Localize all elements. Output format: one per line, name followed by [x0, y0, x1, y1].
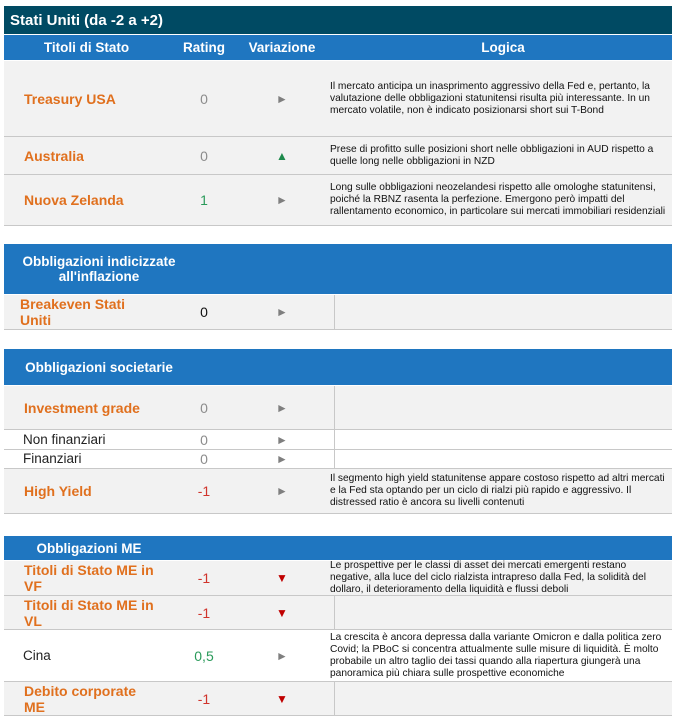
row-name: Titoli di Stato ME in VF	[24, 562, 154, 594]
row-logic: Il segmento high yield statunitense appare costoso rispetto ad altri mercati e la Fed sta optando per un ciclo di rialzi più rapido e aggressivo. Il distressed ratio è ancora su livelli contenuti	[330, 473, 665, 508]
table-row	[4, 430, 672, 450]
row-name: Treasury USA	[24, 90, 116, 107]
section-header-inflation	[4, 244, 672, 294]
row-name: High Yield	[24, 483, 92, 499]
table-row	[4, 596, 672, 630]
row-rating: -1	[197, 690, 211, 707]
arrow-right-icon: ►	[276, 400, 288, 415]
arrow-up-icon: ▲	[276, 148, 288, 163]
row-rating: 1	[200, 192, 208, 208]
arrow-right-icon: ►	[276, 91, 288, 106]
table-row	[4, 61, 672, 137]
row-rating: 0,5	[194, 647, 214, 664]
table-row	[4, 630, 672, 682]
row-rating: 0	[200, 451, 208, 467]
section-header-corporate	[4, 349, 672, 385]
row-name: Titoli di Stato ME in VL	[24, 596, 154, 629]
header-variazione: Variazione	[248, 40, 316, 55]
row-rating: 0	[200, 90, 208, 107]
column-divider	[334, 450, 335, 468]
row-name: Finanziari	[23, 451, 82, 466]
arrow-right-icon: ►	[276, 193, 288, 207]
arrow-right-icon: ►	[276, 432, 288, 447]
table-row	[4, 137, 672, 175]
row-rating: -1	[197, 483, 211, 499]
row-name: Nuova Zelanda	[24, 192, 124, 208]
table-title: Stati Uniti (da -2 a +2)	[4, 6, 672, 34]
arrow-down-icon: ▼	[276, 571, 288, 585]
section-label: Obbligazioni indicizzate all'inflazione	[22, 254, 176, 284]
row-rating: 0	[200, 304, 208, 320]
header-rating: Rating	[183, 40, 225, 55]
row-rating: 0	[200, 147, 208, 164]
table-row	[4, 561, 672, 596]
header-logica: Logica	[481, 40, 525, 55]
row-logic: Long sulle obbligazioni neozelandesi rispetto alle omologhe statunitensi, poiché la RBNZ rasenta la perfezione. Emergono però impatti del rallentamento economico, in particolare sui mercati immobiliari residenziali	[330, 182, 666, 217]
row-logic: Il mercato anticipa un inasprimento aggressivo della Fed e, pertanto, la valutazione delle obbligazioni statunitensi risulta più interessante. In un mercato volatile, non è indicato posizionarsi short sui T-Bond	[330, 80, 650, 116]
row-rating: 0	[200, 399, 208, 416]
row-name: Breakeven Stati Uniti	[20, 296, 126, 328]
row-rating: -1	[197, 604, 211, 621]
row-rating: -1	[197, 570, 211, 586]
arrow-right-icon: ►	[276, 648, 288, 663]
arrow-right-icon: ►	[276, 484, 288, 498]
section-label: Obbligazioni ME	[36, 540, 142, 556]
table-row	[4, 295, 672, 330]
column-divider	[334, 596, 335, 629]
row-logic: Le prospettive per le classi di asset dei mercati emergenti restano negative, alla luce del ciclo rialzista intrapreso dalla Fed, la solidità del dollaro, il deterioramento della liquidità e flussi deboli	[330, 560, 646, 595]
row-logic: La crescita è ancora depressa dalla variante Omicron e dalla politica zero Covid; la PBoC si concentra attualmente sulle misure di liquidità. È molto probabile un altro taglio dei tassi quando alla riapertura giungerà una panoramica più chiara sulle prospettive economiche	[330, 631, 662, 679]
column-divider	[334, 386, 335, 429]
arrow-down-icon: ▼	[276, 605, 288, 620]
column-header-row	[4, 35, 672, 60]
section-header-em	[4, 536, 672, 560]
row-name: Non finanziari	[23, 431, 106, 447]
row-name: Australia	[24, 147, 84, 164]
section-label: Obbligazioni societarie	[25, 359, 173, 375]
arrow-down-icon: ▼	[276, 691, 288, 706]
column-divider	[334, 295, 335, 329]
row-rating: 0	[200, 431, 208, 448]
column-divider	[334, 430, 335, 449]
table-row	[4, 175, 672, 226]
row-logic: Prese di profitto sulle posizioni short nelle obbligazioni in AUD rispetto a quelle long nelle obbligazioni in NZD	[330, 143, 654, 167]
table-row	[4, 682, 672, 716]
table-row	[4, 450, 672, 469]
table-row	[4, 469, 672, 514]
arrow-right-icon: ►	[276, 305, 288, 319]
header-titoli: Titoli di Stato	[43, 40, 130, 55]
row-name: Debito corporate ME	[24, 682, 137, 715]
row-name: Cina	[23, 647, 51, 663]
row-name: Investment grade	[24, 399, 140, 416]
column-divider	[334, 682, 335, 715]
arrow-right-icon: ►	[276, 452, 288, 466]
table-row	[4, 386, 672, 430]
